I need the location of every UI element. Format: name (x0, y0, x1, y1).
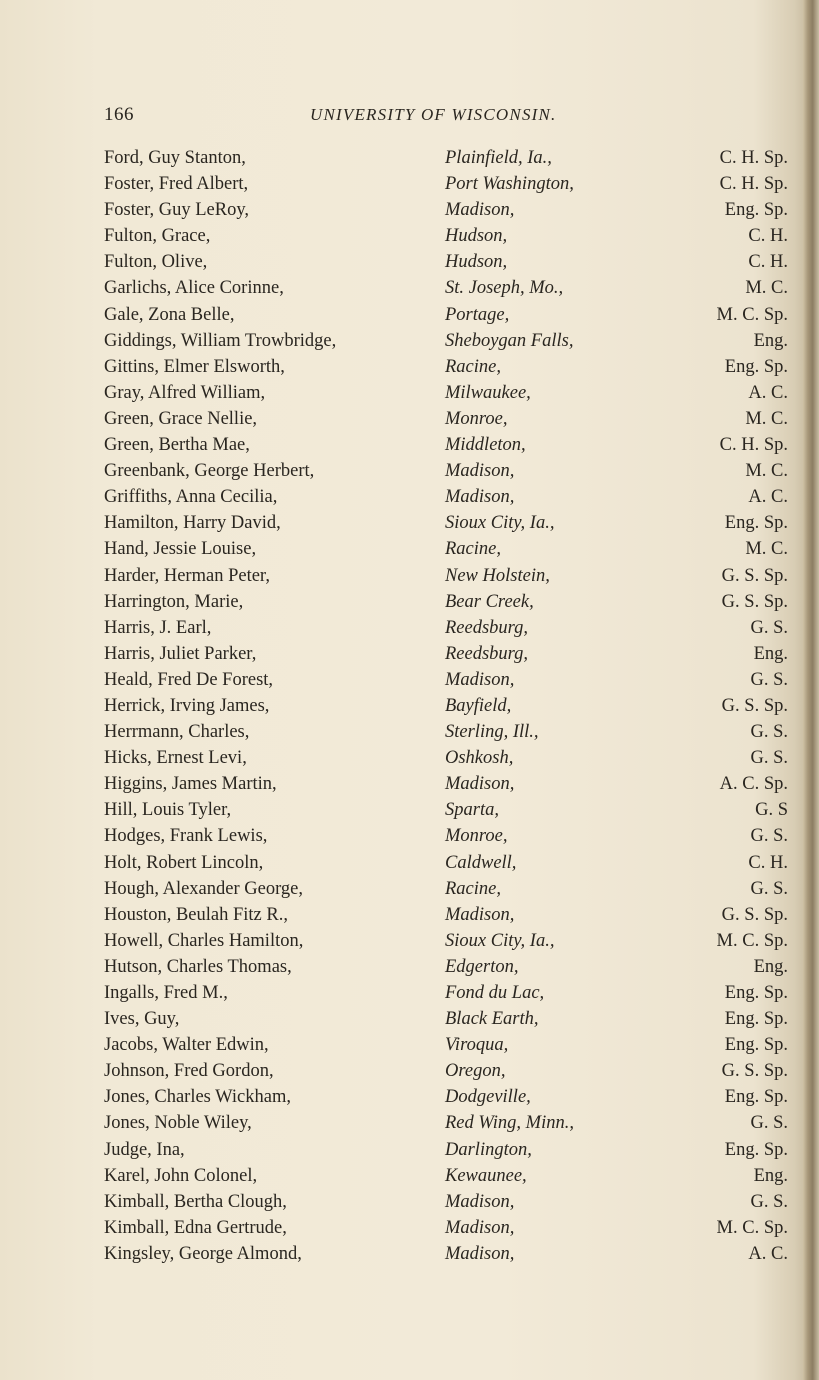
student-course: M. C. (745, 461, 788, 482)
student-course: G. S. (750, 669, 788, 690)
student-name: Gray, Alfred William, (104, 382, 266, 403)
student-course: M. C. (745, 408, 788, 429)
student-hometown: Sioux City, Ia., (445, 513, 555, 534)
student-course: G. S. Sp. (721, 904, 788, 925)
student-name: Herrick, Irving James, (104, 695, 270, 716)
roster-row (104, 1110, 788, 1136)
student-name: Jacobs, Walter Edwin, (104, 1035, 269, 1056)
student-course: G. S. Sp. (721, 1061, 788, 1082)
student-hometown: Madison, (445, 904, 515, 925)
student-name: Johnson, Fred Gordon, (104, 1061, 274, 1082)
roster-row (104, 667, 788, 693)
student-course: M. C. Sp. (716, 1217, 788, 1238)
student-name: Fulton, Olive, (104, 252, 208, 273)
student-hometown: Reedsburg, (445, 617, 529, 638)
roster-row (104, 223, 788, 249)
student-hometown: Sterling, Ill., (445, 722, 539, 743)
student-hometown: Milwaukee, (445, 382, 531, 403)
roster-row (104, 1189, 788, 1215)
roster-row (104, 328, 788, 354)
page-header (104, 104, 704, 130)
student-hometown: Red Wing, Minn., (445, 1113, 574, 1134)
student-hometown: Bayfield, (445, 695, 512, 716)
student-course: G. S (755, 800, 788, 821)
student-course: Eng. (753, 330, 788, 351)
student-name: Hicks, Ernest Levi, (104, 748, 247, 769)
student-name: Gale, Zona Belle, (104, 304, 235, 325)
student-course: Eng. Sp. (724, 1139, 788, 1160)
student-course: Eng. (753, 1165, 788, 1186)
student-course: Eng. Sp. (724, 1087, 788, 1108)
student-hometown: Sheboygan Falls, (445, 330, 574, 351)
roster-row (104, 980, 788, 1006)
student-name: Kimball, Bertha Clough, (104, 1191, 287, 1212)
student-hometown: Kewaunee, (445, 1165, 527, 1186)
student-hometown: Oregon, (445, 1061, 506, 1082)
student-course: G. S. (750, 1113, 788, 1134)
roster-row (104, 797, 788, 823)
roster-row (104, 954, 788, 980)
student-hometown: Racine, (445, 539, 501, 560)
roster-row (104, 197, 788, 223)
student-hometown: Monroe, (445, 826, 508, 847)
roster-row (104, 589, 788, 615)
student-name: Ingalls, Fred M., (104, 983, 228, 1003)
student-hometown: Madison, (445, 669, 515, 690)
student-name: Foster, Fred Albert, (104, 174, 249, 195)
student-course: A. C. (748, 382, 788, 403)
page-number: 166 (104, 104, 134, 125)
student-hometown: Hudson, (445, 226, 508, 247)
student-name: Howell, Charles Hamilton, (104, 930, 304, 951)
student-name: Harris, J. Earl, (104, 617, 212, 638)
student-hometown: Middleton, (445, 435, 526, 456)
student-course: G. S. (750, 748, 788, 769)
student-name: Jones, Charles Wickham, (104, 1087, 291, 1108)
student-hometown: Madison, (445, 1191, 515, 1212)
student-name: Giddings, William Trowbridge, (104, 330, 337, 351)
student-course: G. S. Sp. (721, 695, 788, 716)
student-course: G. S. Sp. (721, 565, 788, 586)
student-hometown: Madison, (445, 487, 515, 508)
student-course: G. S. (750, 878, 788, 899)
student-hometown: Madison, (445, 200, 515, 221)
student-name: Jones, Noble Wiley, (104, 1113, 252, 1134)
student-course: G. S. (750, 617, 788, 638)
roster-row (104, 458, 788, 484)
student-course: A. C. (748, 1243, 788, 1264)
student-hometown: Madison, (445, 774, 515, 795)
student-course: G. S. Sp. (721, 591, 788, 612)
student-name: Garlichs, Alice Corinne, (104, 278, 284, 299)
student-course: Eng. Sp. (724, 1009, 788, 1030)
student-course: Eng. Sp. (724, 200, 788, 221)
roster-row (104, 1163, 788, 1189)
student-course: A. C. (748, 487, 788, 508)
student-name: Fulton, Grace, (104, 226, 211, 247)
roster-row (104, 484, 788, 510)
student-hometown: Hudson, (445, 252, 508, 273)
roster-row (104, 902, 788, 928)
roster-row (104, 1215, 788, 1241)
student-hometown: Bear Creek, (445, 591, 534, 612)
roster-row (104, 171, 788, 197)
student-hometown: Madison, (445, 461, 515, 482)
student-name: Griffiths, Anna Cecilia, (104, 487, 278, 508)
roster-row (104, 1241, 788, 1267)
student-course: M. C. Sp. (716, 930, 788, 951)
student-name: Ives, Guy, (104, 1009, 180, 1030)
student-hometown: Portage, (445, 304, 510, 325)
student-hometown: Oshkosh, (445, 748, 514, 769)
student-course: G. S. (750, 1191, 788, 1212)
student-course: C. H. Sp. (719, 174, 788, 195)
roster-row (104, 850, 788, 876)
student-name: Harris, Juliet Parker, (104, 643, 257, 664)
student-course: C. H. Sp. (719, 148, 788, 168)
student-name: Higgins, James Martin, (104, 774, 277, 795)
page-edge (803, 0, 819, 1380)
student-name: Hamilton, Harry David, (104, 513, 281, 534)
student-course: Eng. Sp. (724, 513, 788, 534)
student-name: Gittins, Elmer Elsworth, (104, 356, 285, 377)
student-hometown: Reedsburg, (445, 643, 529, 664)
student-hometown: Viroqua, (445, 1035, 509, 1056)
student-hometown: Port Washington, (445, 174, 574, 195)
student-hometown: St. Joseph, Mo., (445, 278, 564, 299)
student-name: Hand, Jessie Louise, (104, 539, 257, 560)
roster-row (104, 876, 788, 902)
student-course: M. C. (745, 278, 788, 299)
student-roster (104, 145, 788, 1267)
student-name: Herrmann, Charles, (104, 722, 250, 743)
student-course: Eng. Sp. (724, 1035, 788, 1056)
roster-row (104, 1006, 788, 1032)
student-name: Green, Bertha Mae, (104, 435, 250, 456)
student-name: Foster, Guy LeRoy, (104, 200, 250, 221)
student-hometown: Racine, (445, 356, 501, 377)
student-course: M. C. (745, 539, 788, 560)
student-hometown: Caldwell, (445, 852, 517, 873)
student-hometown: Racine, (445, 878, 501, 899)
student-name: Judge, Ina, (104, 1139, 185, 1160)
roster-row (104, 719, 788, 745)
student-name: Holt, Robert Lincoln, (104, 852, 264, 873)
student-name: Harder, Herman Peter, (104, 565, 270, 586)
student-course: G. S. (750, 826, 788, 847)
roster-row (104, 771, 788, 797)
student-name: Greenbank, George Herbert, (104, 461, 315, 482)
student-hometown: Dodgeville, (445, 1087, 531, 1108)
student-course: M. C. Sp. (716, 304, 788, 325)
student-course: C. H. (748, 252, 788, 273)
roster-row (104, 406, 788, 432)
student-course: Eng. (753, 956, 788, 977)
roster-row (104, 1137, 788, 1163)
student-course: G. S. (750, 722, 788, 743)
roster-row (104, 536, 788, 562)
student-course: Eng. Sp. (724, 983, 788, 1003)
student-name: Green, Grace Nellie, (104, 408, 258, 429)
student-course: C. H. (748, 852, 788, 873)
student-hometown: Plainfield, Ia., (445, 148, 552, 168)
roster-row (104, 354, 788, 380)
roster-row (104, 145, 788, 171)
student-hometown: Black Earth, (445, 1009, 539, 1030)
roster-row (104, 928, 788, 954)
student-course: C. H. Sp. (719, 435, 788, 456)
student-course: Eng. Sp. (724, 356, 788, 377)
student-hometown: Madison, (445, 1217, 515, 1238)
student-hometown: Madison, (445, 1243, 515, 1264)
student-name: Hill, Louis Tyler, (104, 800, 232, 821)
student-hometown: Edgerton, (445, 956, 519, 977)
roster-row (104, 693, 788, 719)
roster-row (104, 563, 788, 589)
student-course: A. C. Sp. (719, 774, 788, 795)
roster-row (104, 1058, 788, 1084)
roster-row (104, 615, 788, 641)
student-hometown: Monroe, (445, 408, 508, 429)
student-name: Hough, Alexander George, (104, 878, 303, 899)
student-name: Hodges, Frank Lewis, (104, 826, 268, 847)
student-name: Heald, Fred De Forest, (104, 669, 274, 690)
student-course: C. H. (748, 226, 788, 247)
student-name: Houston, Beulah Fitz R., (104, 904, 288, 925)
roster-row (104, 1032, 788, 1058)
student-hometown: Sparta, (445, 800, 499, 821)
student-name: Ford, Guy Stanton, (104, 148, 246, 168)
roster-row (104, 302, 788, 328)
roster-row (104, 745, 788, 771)
student-hometown: Sioux City, Ia., (445, 930, 555, 951)
roster-row (104, 432, 788, 458)
student-course: Eng. (753, 643, 788, 664)
roster-row (104, 510, 788, 536)
student-hometown: Darlington, (445, 1139, 532, 1160)
student-name: Kimball, Edna Gertrude, (104, 1217, 287, 1238)
student-name: Kingsley, George Almond, (104, 1243, 302, 1264)
roster-row (104, 1084, 788, 1110)
student-hometown: Fond du Lac, (445, 983, 545, 1003)
roster-row (104, 380, 788, 406)
roster-row (104, 249, 788, 275)
running-title: UNIVERSITY OF WISCONSIN. (310, 105, 557, 124)
student-name: Karel, John Colonel, (104, 1165, 258, 1186)
roster-row (104, 641, 788, 667)
roster-row (104, 823, 788, 849)
student-name: Hutson, Charles Thomas, (104, 956, 292, 977)
student-hometown: New Holstein, (445, 565, 550, 586)
roster-row (104, 275, 788, 301)
student-name: Harrington, Marie, (104, 591, 244, 612)
